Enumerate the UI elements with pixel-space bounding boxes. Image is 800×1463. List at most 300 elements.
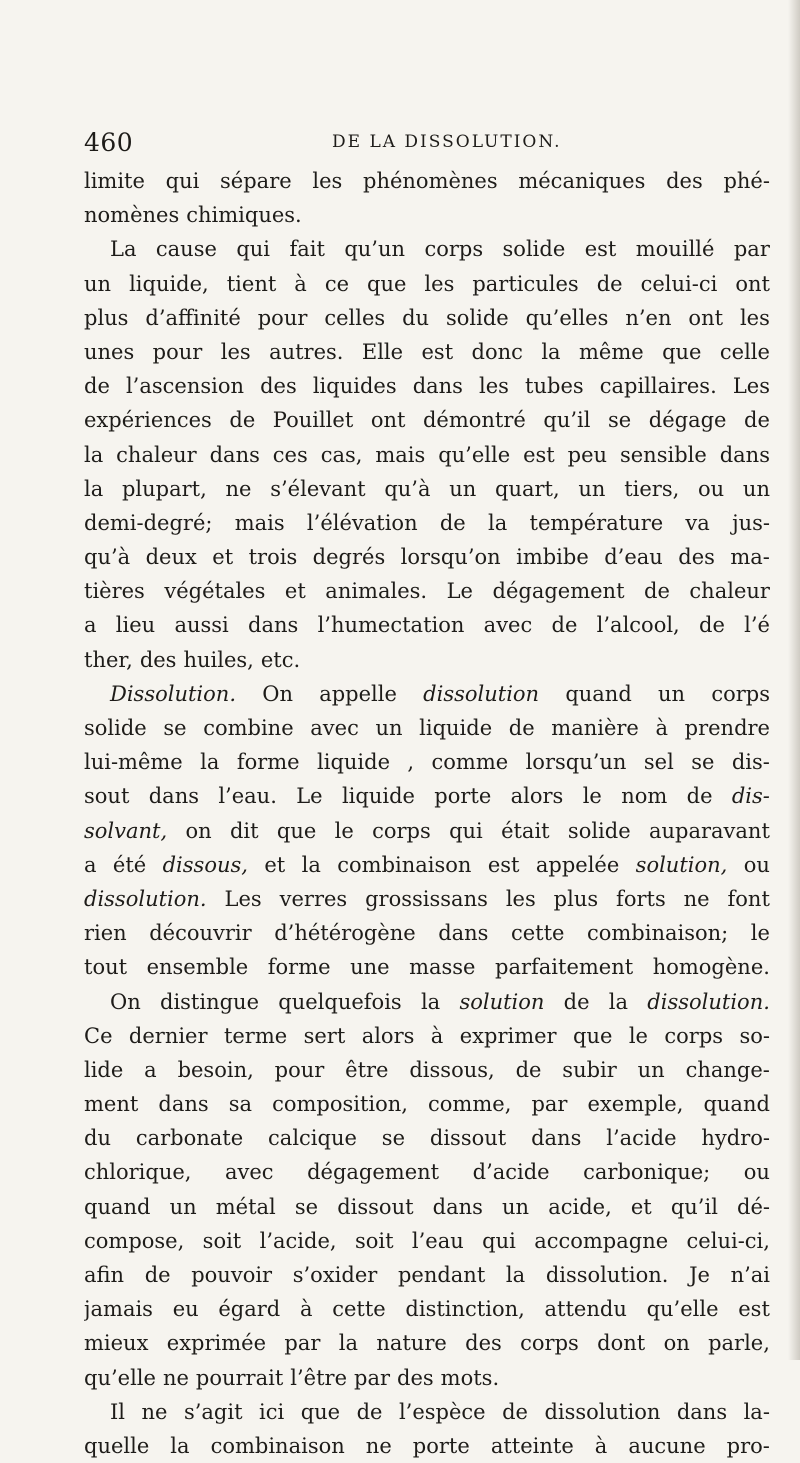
word: Je bbox=[689, 1263, 710, 1287]
text-line bbox=[84, 1190, 770, 1224]
word: liquide bbox=[341, 784, 415, 809]
word: ce bbox=[324, 271, 350, 296]
word: solide bbox=[502, 237, 566, 262]
word: par bbox=[531, 1092, 568, 1117]
word: dissolution. bbox=[545, 1263, 669, 1287]
word: dissout bbox=[337, 1194, 414, 1219]
text-line bbox=[84, 745, 770, 779]
word: forts bbox=[616, 886, 666, 911]
word: Les bbox=[224, 886, 262, 911]
word: un bbox=[84, 271, 112, 296]
word: que bbox=[276, 818, 317, 843]
word: qu’à bbox=[84, 545, 131, 570]
word: et bbox=[264, 852, 286, 877]
italic-term: dissolution. bbox=[647, 989, 770, 1014]
word: limite bbox=[84, 169, 145, 193]
word: quand bbox=[84, 1194, 151, 1219]
word: démontré bbox=[422, 408, 526, 433]
word: les bbox=[312, 169, 343, 193]
text-line bbox=[84, 985, 770, 1019]
word: de bbox=[551, 613, 578, 638]
word: dissous, bbox=[409, 1057, 495, 1082]
word: égard bbox=[218, 1297, 281, 1322]
word: de bbox=[508, 716, 535, 740]
word: rien bbox=[84, 921, 127, 946]
word: à bbox=[299, 1297, 313, 1322]
word: Le bbox=[296, 784, 323, 809]
word: qu’elle bbox=[646, 1297, 719, 1322]
word: un bbox=[502, 1194, 530, 1219]
word: terme bbox=[223, 1023, 288, 1048]
word: le bbox=[334, 818, 354, 843]
text-line bbox=[84, 779, 770, 813]
word: corps bbox=[424, 237, 484, 262]
word: de bbox=[563, 989, 590, 1014]
word: ont bbox=[735, 271, 770, 296]
word: quelquefois bbox=[278, 989, 402, 1014]
word: métal bbox=[215, 1194, 276, 1219]
body-text bbox=[84, 164, 770, 1463]
word: ment bbox=[84, 1092, 139, 1117]
word: se bbox=[608, 408, 632, 433]
word: la- bbox=[743, 1399, 770, 1424]
word: qu’elle bbox=[438, 442, 511, 467]
word: température bbox=[529, 510, 664, 535]
word: la bbox=[200, 750, 220, 775]
word: les bbox=[479, 374, 509, 399]
word: à bbox=[430, 1023, 444, 1048]
word: cause bbox=[155, 237, 217, 262]
word: les bbox=[424, 271, 455, 296]
word: les bbox=[505, 886, 536, 911]
word: On bbox=[262, 681, 293, 706]
word: peu bbox=[567, 442, 608, 467]
word: l’humectation bbox=[317, 613, 465, 638]
word: capillaires. bbox=[599, 374, 717, 399]
text-line bbox=[84, 643, 770, 677]
word: phénomènes bbox=[363, 169, 498, 193]
word: besoin, bbox=[177, 1057, 254, 1082]
word: Les bbox=[732, 374, 770, 399]
word: atteinte bbox=[490, 1433, 574, 1458]
word: qu’à bbox=[384, 476, 431, 501]
word: est bbox=[584, 237, 617, 262]
word: de bbox=[515, 1057, 542, 1082]
text-line bbox=[84, 232, 770, 266]
word: avec bbox=[225, 1160, 274, 1185]
word: ne bbox=[141, 1399, 168, 1424]
word: tières bbox=[84, 579, 145, 604]
word: l’espèce bbox=[398, 1399, 486, 1424]
word: parfaitement bbox=[495, 955, 634, 980]
word: sert bbox=[303, 1023, 346, 1048]
word: jamais bbox=[84, 1297, 153, 1322]
word: combinaison bbox=[210, 1433, 345, 1458]
text-line bbox=[84, 677, 770, 711]
word: des bbox=[678, 545, 715, 570]
word: combinaison bbox=[337, 852, 472, 877]
word: lieu bbox=[115, 613, 156, 638]
word: dans bbox=[531, 1126, 582, 1151]
word: dans bbox=[438, 921, 489, 946]
word: composition, bbox=[272, 1092, 408, 1117]
word: phé- bbox=[723, 169, 770, 193]
word: so- bbox=[739, 1023, 770, 1048]
word: la bbox=[541, 339, 561, 364]
word: l’eau. bbox=[218, 784, 277, 809]
word: la bbox=[170, 1433, 190, 1458]
word: verres bbox=[279, 886, 348, 911]
word: auparavant bbox=[648, 818, 770, 843]
word: subir bbox=[562, 1057, 617, 1082]
word: qu’elles bbox=[525, 305, 609, 330]
word: combine bbox=[203, 716, 294, 740]
italic-term: dissolution bbox=[423, 681, 540, 706]
word: avec bbox=[310, 716, 359, 740]
word: solide bbox=[84, 716, 147, 740]
italic-term: dissous, bbox=[162, 852, 248, 877]
word: ne bbox=[162, 1365, 189, 1390]
word: ne bbox=[683, 886, 710, 911]
text-line bbox=[84, 267, 770, 301]
word: l’élévation bbox=[306, 510, 418, 535]
word: dans bbox=[158, 1092, 209, 1117]
word: un bbox=[637, 1057, 665, 1082]
word: tiers, bbox=[624, 476, 680, 501]
word: celles bbox=[324, 305, 386, 330]
word: sépare bbox=[220, 169, 292, 193]
word: distinction, bbox=[405, 1297, 525, 1322]
word: parle, bbox=[708, 1331, 770, 1356]
word: qu’elle bbox=[84, 1365, 156, 1390]
word: pour bbox=[152, 339, 203, 364]
word: pouvoir bbox=[191, 1263, 273, 1287]
word: Pouillet bbox=[272, 408, 354, 433]
word: d’eau bbox=[604, 545, 663, 570]
word: l’ascension bbox=[125, 374, 245, 399]
word: imbibe bbox=[516, 545, 589, 570]
word: mais bbox=[234, 510, 285, 535]
word: que bbox=[573, 1023, 613, 1048]
word: manière bbox=[551, 716, 639, 740]
italic-term: solution bbox=[459, 989, 545, 1014]
word: fait bbox=[289, 237, 325, 262]
word: sel bbox=[643, 750, 674, 775]
word: qu’il bbox=[543, 408, 591, 433]
word: dégagement bbox=[492, 579, 625, 604]
word: se bbox=[381, 1126, 406, 1151]
word: , bbox=[407, 750, 415, 775]
word: sensible bbox=[619, 442, 707, 467]
word: jus- bbox=[732, 510, 770, 535]
word: alors bbox=[361, 1023, 415, 1048]
text-line bbox=[84, 882, 770, 916]
word: du bbox=[402, 305, 430, 330]
word: acide, bbox=[548, 1194, 612, 1219]
word: la bbox=[301, 852, 321, 877]
word: exprimer bbox=[459, 1023, 557, 1048]
italic-term: solution, bbox=[635, 852, 728, 877]
text-line bbox=[84, 1121, 770, 1155]
word: particules bbox=[472, 271, 579, 296]
word: soit bbox=[202, 1228, 242, 1253]
word: ther, bbox=[84, 647, 133, 672]
word: celui-ci, bbox=[686, 1228, 770, 1253]
word: ou bbox=[698, 476, 725, 501]
word: et bbox=[284, 579, 306, 604]
word: qui bbox=[236, 237, 271, 262]
word: dans bbox=[148, 784, 199, 809]
word: change- bbox=[685, 1057, 770, 1082]
word: exemple, bbox=[587, 1092, 684, 1117]
text-line bbox=[84, 1395, 770, 1429]
word: de bbox=[84, 374, 110, 399]
text-line bbox=[84, 164, 770, 198]
word: et bbox=[212, 545, 234, 570]
word: forme bbox=[267, 955, 331, 980]
word: un bbox=[658, 681, 686, 706]
text-line bbox=[84, 438, 770, 472]
word: à bbox=[655, 716, 669, 740]
word: etc. bbox=[260, 647, 301, 672]
word: hydro- bbox=[701, 1126, 770, 1151]
word: être bbox=[345, 1057, 389, 1082]
word: chlorique, bbox=[84, 1160, 192, 1185]
word: chaleur bbox=[116, 442, 197, 467]
word: carbonate bbox=[135, 1126, 244, 1151]
word: la bbox=[505, 1263, 526, 1287]
word: des bbox=[397, 1365, 434, 1390]
word: par bbox=[733, 237, 770, 262]
text-line bbox=[84, 711, 770, 745]
word: dans bbox=[412, 374, 463, 399]
word: porte bbox=[434, 784, 492, 809]
text-line bbox=[84, 1053, 770, 1087]
word: degrés bbox=[312, 545, 386, 570]
word: solide bbox=[567, 818, 631, 843]
word: est bbox=[421, 339, 454, 364]
word: Il bbox=[110, 1399, 126, 1424]
word: autres. bbox=[269, 339, 344, 364]
word: grossissans bbox=[365, 886, 488, 911]
word: corps bbox=[372, 818, 431, 843]
word: mécaniques bbox=[518, 169, 646, 193]
word: sa bbox=[228, 1092, 252, 1117]
word: accompagne bbox=[534, 1228, 669, 1253]
word: corps bbox=[664, 1023, 724, 1048]
text-line bbox=[84, 540, 770, 574]
word: la bbox=[420, 989, 441, 1014]
word: ensemble bbox=[146, 955, 249, 980]
word: ma- bbox=[730, 545, 770, 570]
word: deux bbox=[145, 545, 197, 570]
word: quand bbox=[703, 1092, 770, 1117]
word: de bbox=[699, 613, 725, 638]
word: d’affinité bbox=[145, 305, 241, 330]
word: comme, bbox=[428, 1092, 512, 1117]
word: par bbox=[354, 1365, 391, 1390]
text-line bbox=[84, 1155, 770, 1189]
word: dit bbox=[229, 818, 259, 843]
word: liquide bbox=[419, 716, 493, 740]
word: aussi bbox=[174, 613, 229, 638]
word: de bbox=[596, 271, 623, 296]
word: corps bbox=[520, 1331, 579, 1356]
word: la bbox=[84, 442, 104, 467]
word: qui bbox=[449, 818, 483, 843]
text-line bbox=[84, 1326, 770, 1360]
word: combinaison; bbox=[586, 921, 729, 946]
word: lorsqu’un bbox=[525, 750, 627, 775]
word: unes bbox=[84, 339, 135, 364]
italic-term: dis- bbox=[731, 784, 770, 809]
word: dans bbox=[676, 1399, 728, 1424]
word: dégagement bbox=[307, 1160, 440, 1185]
word: de bbox=[502, 1399, 528, 1424]
word: ou bbox=[743, 852, 770, 877]
word: appelée bbox=[535, 852, 620, 877]
word: découvrir bbox=[149, 921, 252, 946]
word: Le bbox=[446, 579, 473, 604]
word: pendant bbox=[397, 1263, 486, 1287]
word: s’agit bbox=[183, 1399, 243, 1424]
word: pro- bbox=[726, 1433, 770, 1458]
word: celui-ci bbox=[640, 271, 718, 296]
word: ces bbox=[272, 442, 308, 467]
word: dans bbox=[248, 613, 299, 638]
word: une bbox=[350, 955, 390, 980]
word: plus bbox=[553, 886, 599, 911]
word: que bbox=[662, 339, 702, 364]
text-line bbox=[84, 608, 770, 642]
word: chimiques. bbox=[186, 203, 302, 228]
word: a bbox=[84, 852, 97, 877]
word: sout bbox=[84, 784, 130, 809]
word: corps bbox=[711, 681, 770, 706]
word: afin bbox=[84, 1263, 125, 1287]
word: des bbox=[139, 647, 177, 672]
word: l’être bbox=[290, 1365, 347, 1390]
word: compose, bbox=[84, 1228, 185, 1253]
word: Elle bbox=[361, 339, 404, 364]
running-head: DE LA DISSOLUTION. bbox=[332, 132, 562, 152]
word: a bbox=[144, 1057, 157, 1082]
word: de bbox=[744, 408, 770, 433]
word: trois bbox=[248, 545, 298, 570]
word: va bbox=[685, 510, 710, 535]
word: donc bbox=[471, 339, 523, 364]
word: lorsqu’on bbox=[400, 545, 501, 570]
word: porte bbox=[412, 1433, 470, 1458]
text-line bbox=[84, 814, 770, 848]
word: dé- bbox=[737, 1194, 770, 1219]
word: distingue bbox=[160, 989, 260, 1014]
word: celle bbox=[719, 339, 770, 364]
word: On bbox=[110, 989, 141, 1014]
text-line bbox=[84, 198, 770, 232]
text-line bbox=[84, 1087, 770, 1121]
word: dans bbox=[209, 442, 260, 467]
word: un bbox=[169, 1194, 197, 1219]
word: ou bbox=[743, 1160, 770, 1185]
word: cas, bbox=[320, 442, 363, 467]
word: Ce bbox=[84, 1023, 113, 1048]
word: le bbox=[582, 784, 602, 809]
word: pour bbox=[257, 305, 308, 330]
word: carbonique; bbox=[583, 1160, 711, 1185]
word: se bbox=[163, 716, 187, 740]
word: dont bbox=[597, 1331, 646, 1356]
word: cette bbox=[510, 921, 565, 946]
page-number: 460 bbox=[84, 128, 134, 157]
word: de bbox=[439, 510, 466, 535]
word: mots. bbox=[440, 1365, 500, 1390]
word: tient bbox=[226, 271, 277, 296]
text-line bbox=[84, 335, 770, 369]
text-line bbox=[84, 848, 770, 882]
page-edge-shadow bbox=[788, 0, 800, 1360]
word: de bbox=[356, 1399, 383, 1424]
word: plupart, bbox=[121, 476, 207, 501]
word: l’acide bbox=[606, 1126, 677, 1151]
word: par bbox=[284, 1331, 321, 1356]
italic-term: Dissolution. bbox=[110, 681, 236, 706]
word: la bbox=[488, 510, 508, 535]
word: exprimée bbox=[166, 1331, 267, 1356]
text-line bbox=[84, 506, 770, 540]
text-line bbox=[84, 472, 770, 506]
word: ont bbox=[370, 408, 406, 433]
word: alors bbox=[510, 784, 564, 809]
word: dégage bbox=[648, 408, 727, 433]
word: nomènes bbox=[84, 203, 180, 228]
text-line bbox=[84, 574, 770, 608]
word: de bbox=[686, 784, 713, 809]
word: avec bbox=[483, 613, 533, 638]
word: n’en bbox=[625, 305, 672, 330]
page-header bbox=[84, 128, 764, 162]
text-line bbox=[84, 369, 770, 403]
word: le bbox=[628, 1023, 648, 1048]
word: aucune bbox=[628, 1433, 706, 1458]
word: qu’il bbox=[670, 1194, 718, 1219]
word: attendu bbox=[544, 1297, 627, 1322]
word: appelle bbox=[319, 681, 397, 706]
word: mieux bbox=[84, 1331, 149, 1356]
word: l’acide, bbox=[259, 1228, 337, 1253]
word: était bbox=[501, 818, 550, 843]
word: huiles, bbox=[183, 647, 254, 672]
word: dis- bbox=[731, 750, 770, 775]
word: s’élevant bbox=[270, 476, 366, 501]
word: des bbox=[260, 374, 297, 399]
word: de bbox=[644, 579, 670, 604]
word: le bbox=[750, 921, 770, 946]
word: pour bbox=[274, 1057, 325, 1082]
word: prendre bbox=[684, 716, 770, 740]
word: lide bbox=[84, 1057, 124, 1082]
word: n’ai bbox=[730, 1263, 770, 1287]
word: mais bbox=[375, 442, 426, 467]
word: dissout bbox=[429, 1126, 507, 1151]
italic-term: solvant, bbox=[84, 818, 168, 843]
word: l’alcool, bbox=[596, 613, 680, 638]
word: la bbox=[84, 476, 104, 501]
word: un bbox=[375, 716, 403, 740]
word: la bbox=[338, 1331, 358, 1356]
word: qu’un bbox=[344, 237, 406, 262]
word: les bbox=[739, 305, 770, 330]
